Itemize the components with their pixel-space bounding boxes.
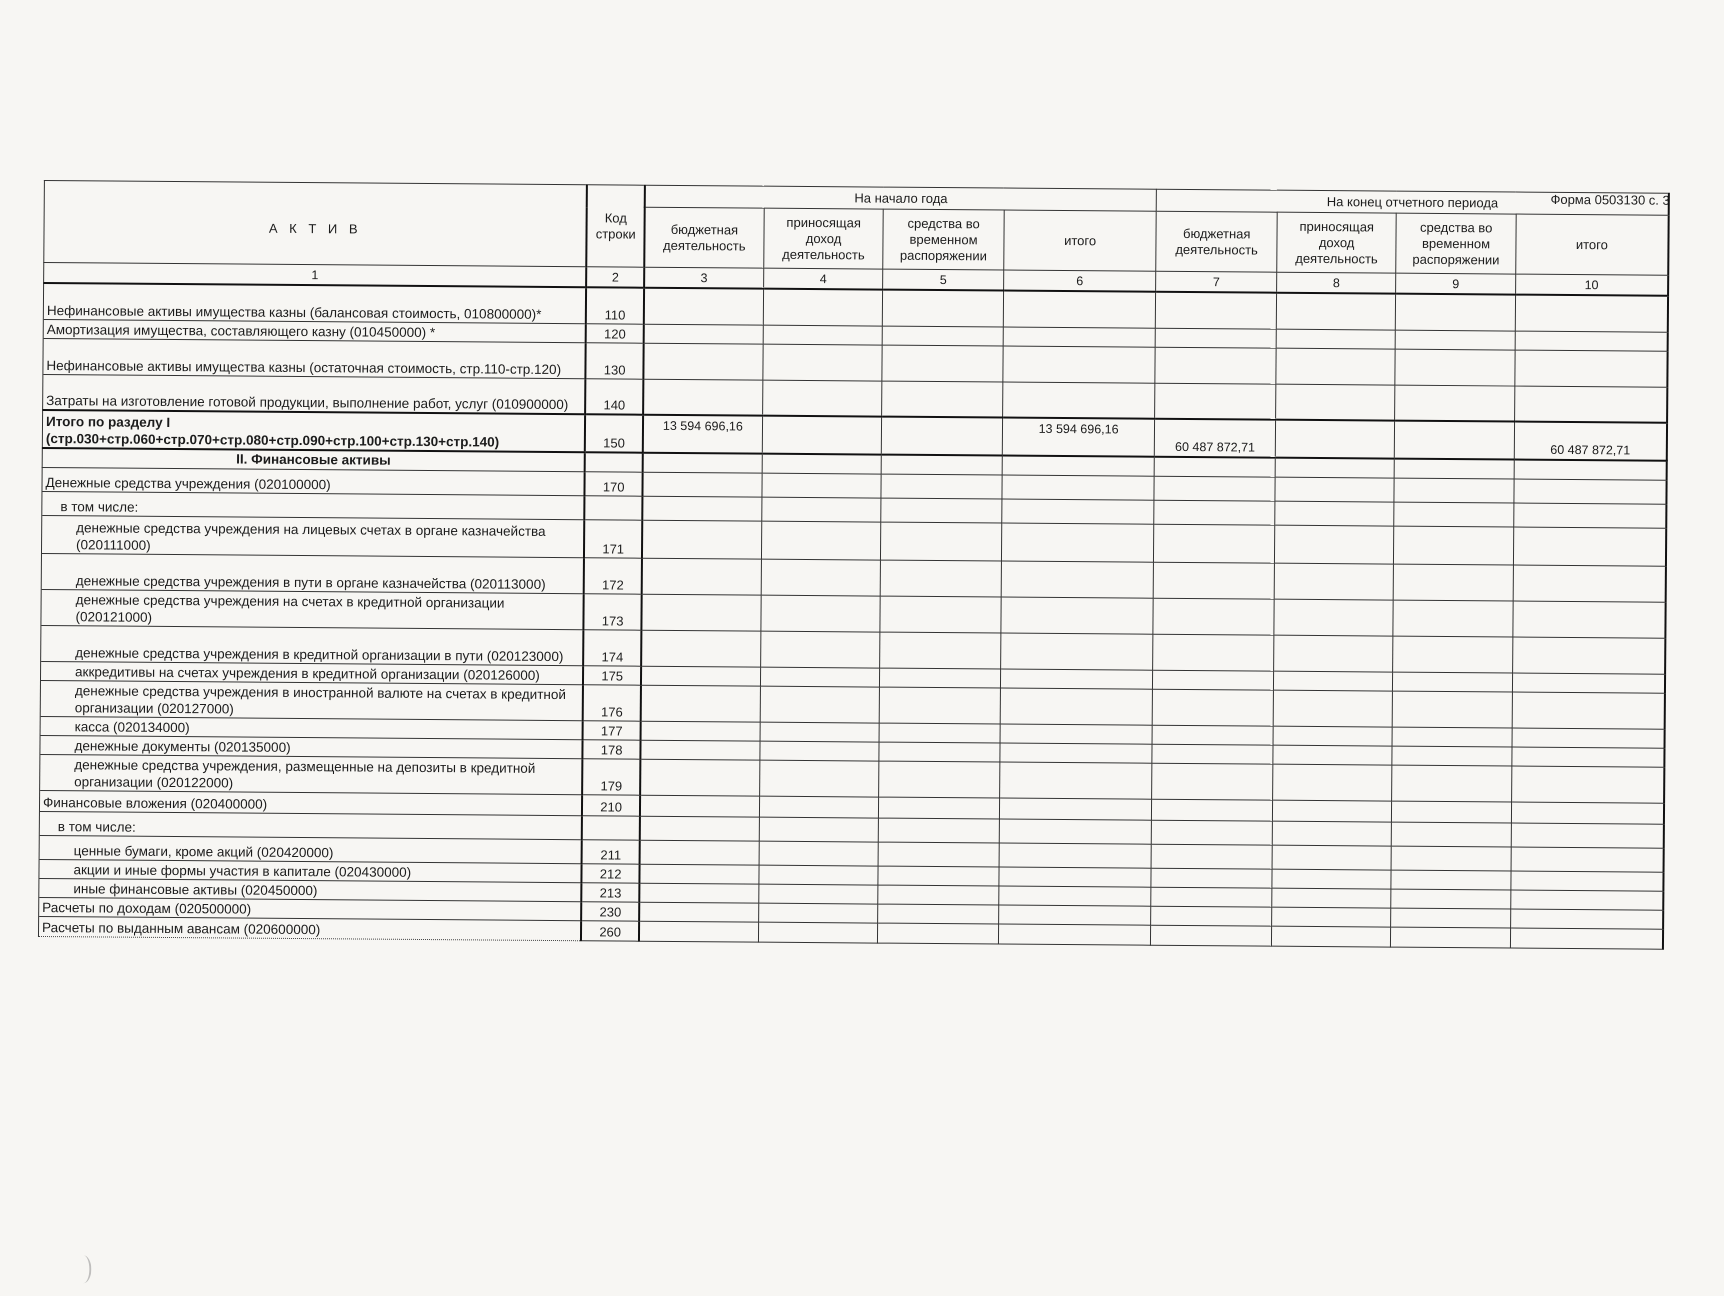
value-cell-col9 <box>1394 502 1514 527</box>
row-label: Амортизация имущества, составляющего казну (010450000) * <box>43 319 586 342</box>
row-code: 110 <box>586 287 644 323</box>
value-cell-col6 <box>1002 382 1155 419</box>
value-cell-col6 <box>1000 724 1153 744</box>
row-label: денежные средства учреждения на лицевых счетах в органе казначейства (020111000) <box>41 515 584 557</box>
balance-sheet-page <box>41 170 1670 940</box>
row-code: 176 <box>583 684 641 720</box>
header-temporary-start: средства во временном распоряжении <box>883 209 1004 270</box>
value-cell-col3 <box>641 666 761 686</box>
value-cell-col6 <box>1003 291 1156 328</box>
row-code <box>585 452 643 471</box>
value-cell-col8 <box>1272 821 1392 846</box>
row-code: 120 <box>586 323 644 342</box>
value-cell-col4 <box>762 473 882 498</box>
value-cell-col10 <box>1511 871 1664 891</box>
row-label: Нефинансовые активы имущества казны (остаточная стоимость, стр.110-стр.120) <box>43 338 586 378</box>
value-cell-col8 <box>1274 525 1394 564</box>
value-cell-col6 <box>999 867 1152 887</box>
value-cell-col10 <box>1511 802 1664 824</box>
value-cell-col9 <box>1393 600 1513 637</box>
col-number: 5 <box>883 269 1004 290</box>
value-cell-col7 <box>1154 562 1275 599</box>
value-cell-col7 <box>1153 598 1274 635</box>
value-cell-col8 <box>1274 635 1394 672</box>
value-cell-col8 <box>1275 458 1395 478</box>
value-cell-col5 <box>878 885 999 905</box>
value-cell-col4 <box>759 841 879 866</box>
value-cell-col4 <box>763 289 883 326</box>
value-cell-col4 <box>760 667 880 687</box>
col-number: 3 <box>644 267 764 288</box>
header-income-end: приносящая доход деятельность <box>1277 212 1397 273</box>
value-cell-col7 <box>1152 820 1273 845</box>
value-cell-col10 <box>1514 460 1667 480</box>
value-cell-col10 <box>1511 766 1664 803</box>
value-cell-col7 <box>1151 844 1272 869</box>
row-code <box>585 495 643 519</box>
value-cell-col6 <box>1001 597 1154 634</box>
value-cell-col6 <box>1002 499 1155 524</box>
value-cell-col5 <box>882 326 1003 346</box>
value-cell-col9 <box>1392 801 1512 823</box>
value-cell-col3 <box>640 816 760 841</box>
value-cell-col10 <box>1515 331 1668 351</box>
value-cell-col5 <box>880 596 1001 633</box>
value-cell-col6 <box>1002 456 1155 476</box>
value-cell-col8 <box>1275 501 1395 526</box>
value-cell-col6 <box>1001 523 1154 562</box>
row-label: Нефинансовые активы имущества казны (балансовая стоимость, 010800000)* <box>43 283 586 323</box>
value-cell-col3 <box>640 840 760 865</box>
value-cell-col5 <box>879 723 1000 743</box>
value-cell-col7 <box>1154 476 1275 501</box>
value-cell-col9 <box>1395 349 1515 386</box>
row-label: Расчеты по доходам (020500000) <box>39 897 582 920</box>
value-cell-col6 <box>999 843 1152 868</box>
row-code: 171 <box>584 519 642 557</box>
value-cell-col4 <box>762 454 882 474</box>
value-cell-col7 <box>1151 906 1272 926</box>
value-cell-col10 <box>1515 350 1668 387</box>
value-cell-col8 <box>1274 599 1394 636</box>
header-income-start: приносящая доход деятельность <box>764 208 884 269</box>
value-cell-col10 <box>1510 909 1663 929</box>
value-cell-col4 <box>760 631 880 668</box>
value-cell-col4 <box>760 722 880 742</box>
value-cell-col9 <box>1391 846 1511 871</box>
header-total-end: итого <box>1516 214 1669 275</box>
value-cell-col8 <box>1272 888 1392 908</box>
value-cell-col8 <box>1275 420 1395 459</box>
value-cell-col6 <box>1002 475 1155 500</box>
row-code: 173 <box>584 593 642 629</box>
form-code: Форма 0503130 с. 3 <box>1550 191 1670 208</box>
header-activ: А К Т И В <box>44 181 588 267</box>
value-cell-col10 <box>1512 747 1665 767</box>
value-cell-col5 <box>881 474 1002 499</box>
value-cell-col4 <box>762 416 882 455</box>
value-cell-col5 <box>882 417 1003 456</box>
value-cell-col5 <box>879 797 1000 819</box>
value-cell-col7 <box>1153 689 1274 726</box>
col-number: 9 <box>1396 273 1516 294</box>
value-cell-col7 <box>1152 799 1273 821</box>
value-cell-col3 <box>642 520 762 559</box>
value-cell-col10: 60 487 872,71 <box>1514 422 1667 461</box>
value-cell-col10 <box>1512 673 1665 693</box>
value-cell-col9 <box>1396 330 1516 350</box>
value-cell-col3 <box>640 740 760 760</box>
value-cell-col9 <box>1392 765 1512 802</box>
header-end-of-period: На конец отчетного периода <box>1157 189 1669 215</box>
value-cell-col10 <box>1512 637 1665 674</box>
row-code: 213 <box>582 882 640 901</box>
value-cell-col4 <box>762 497 882 522</box>
value-cell-col9 <box>1391 870 1511 890</box>
row-code: 130 <box>586 342 644 378</box>
value-cell-col5 <box>879 818 1000 843</box>
value-cell-col3 <box>639 921 759 942</box>
value-cell-col7 <box>1151 925 1272 946</box>
value-cell-col5 <box>882 381 1003 418</box>
value-cell-col7 <box>1152 744 1273 764</box>
row-code: 230 <box>582 901 640 920</box>
value-cell-col3 <box>642 472 762 497</box>
value-cell-col5 <box>879 761 1000 798</box>
value-cell-col5 <box>880 668 1001 688</box>
value-cell-col4 <box>758 903 878 923</box>
value-cell-col3 <box>643 379 763 416</box>
value-cell-col5 <box>880 560 1001 597</box>
value-cell-col3 <box>639 864 759 884</box>
value-cell-col10 <box>1513 527 1666 566</box>
value-cell-col6 <box>999 886 1152 906</box>
value-cell-col7 <box>1155 347 1276 384</box>
value-cell-col5 <box>878 923 999 944</box>
value-cell-col6 <box>1003 346 1156 383</box>
value-cell-col7 <box>1151 868 1272 888</box>
value-cell-col7 <box>1154 524 1275 563</box>
value-cell-col10 <box>1511 823 1664 848</box>
value-cell-col8 <box>1276 384 1396 421</box>
value-cell-col9 <box>1393 691 1513 728</box>
value-cell-col10 <box>1514 479 1667 504</box>
row-label: в том числе: <box>42 491 585 519</box>
value-cell-col10 <box>1513 601 1666 638</box>
value-cell-col3 <box>642 558 762 595</box>
value-cell-col4 <box>763 344 883 381</box>
row-label: денежные средства учреждения, размещенные на депозиты в кредитной организации (020122000) <box>40 754 583 794</box>
value-cell-col10 <box>1511 890 1664 910</box>
value-cell-col8 <box>1273 690 1393 727</box>
value-cell-col9 <box>1395 385 1515 422</box>
row-label: Денежные средства учреждения (020100000) <box>42 467 585 495</box>
value-cell-col9 <box>1395 459 1515 479</box>
col-number: 6 <box>1003 270 1156 292</box>
value-cell-col8 <box>1271 926 1391 947</box>
value-cell-col9 <box>1392 746 1512 766</box>
value-cell-col4 <box>763 325 883 345</box>
value-cell-col3 <box>641 630 761 667</box>
value-cell-col8 <box>1273 726 1393 746</box>
value-cell-col4 <box>761 521 881 560</box>
col-number: 10 <box>1515 274 1668 296</box>
value-cell-col5 <box>880 632 1001 669</box>
value-cell-col7 <box>1152 763 1273 800</box>
section-title: II. Финансовые активы <box>42 448 585 471</box>
row-label: ценные бумаги, кроме акций (020420000) <box>39 835 582 863</box>
value-cell-col4 <box>759 760 879 797</box>
value-cell-col7 <box>1153 634 1274 671</box>
value-cell-col5 <box>878 866 999 886</box>
header-start-of-year: На начало года <box>645 185 1157 211</box>
scan-mark <box>75 1255 91 1283</box>
value-cell-col5 <box>881 522 1002 561</box>
value-cell-col4 <box>759 884 879 904</box>
value-cell-col9 <box>1391 927 1511 948</box>
row-label: аккредитивы на счетах учреждения в кредитной организации (020126000) <box>40 661 583 684</box>
value-cell-col5 <box>879 742 1000 762</box>
value-cell-col7 <box>1153 670 1274 690</box>
value-cell-col8 <box>1276 329 1396 349</box>
value-cell-col7: 60 487 872,71 <box>1155 419 1276 458</box>
value-cell-col4 <box>759 817 879 842</box>
value-cell-col3 <box>643 343 763 380</box>
value-cell-col9 <box>1391 908 1511 928</box>
value-cell-col4 <box>760 741 880 761</box>
value-cell-col10 <box>1514 503 1667 528</box>
header-temporary-end: средства во временном распоряжении <box>1396 213 1516 274</box>
value-cell-col6 <box>999 798 1152 820</box>
value-cell-col6 <box>998 924 1151 945</box>
value-cell-col8 <box>1273 745 1393 765</box>
value-cell-col4 <box>761 595 881 632</box>
value-cell-col3 <box>639 902 759 922</box>
value-cell-col3 <box>644 288 764 325</box>
value-cell-col6 <box>1000 669 1153 689</box>
value-cell-col3 <box>640 759 760 796</box>
row-label: Затраты на изготовление готовой продукции, выполнение работ, услуг (010900000) <box>43 374 586 414</box>
col-number: 1 <box>44 263 587 288</box>
value-cell-col5 <box>883 290 1004 327</box>
row-label: Расчеты по выданным авансам (020600000) <box>38 916 581 940</box>
col-number: 4 <box>763 268 883 289</box>
value-cell-col4 <box>760 686 880 723</box>
value-cell-col10 <box>1513 565 1666 602</box>
header-budget-end: бюджетная деятельность <box>1156 211 1277 272</box>
value-cell-col8 <box>1276 348 1396 385</box>
value-cell-col4 <box>758 922 878 943</box>
row-label: денежные средства учреждения в иностранной валюте на счетах в кредитной организации (020127000) <box>40 680 583 720</box>
value-cell-col6 <box>998 905 1151 925</box>
value-cell-col8 <box>1272 869 1392 889</box>
header-budget-start: бюджетная деятельность <box>644 207 764 268</box>
col-number: 2 <box>587 267 645 288</box>
row-code: 170 <box>585 471 643 495</box>
value-cell-col9 <box>1395 421 1515 460</box>
row-code: 175 <box>583 665 641 684</box>
value-cell-col5 <box>878 904 999 924</box>
row-code: 260 <box>581 920 639 940</box>
value-cell-col5 <box>878 842 999 867</box>
balance-table <box>38 180 1670 949</box>
row-label: Итого по разделу I (стр.030+стр.060+стр.070+стр.080+стр.090+стр.100+стр.130+стр.140) <box>42 410 585 452</box>
value-cell-col10 <box>1510 928 1663 949</box>
value-cell-col7 <box>1155 383 1276 420</box>
row-code <box>582 815 640 839</box>
value-cell-col9 <box>1393 636 1513 673</box>
value-cell-col10 <box>1511 847 1664 872</box>
col-number: 8 <box>1277 272 1397 293</box>
value-cell-col10 <box>1515 295 1668 332</box>
value-cell-col8 <box>1272 907 1392 927</box>
row-code: 211 <box>582 839 640 863</box>
value-cell-col4 <box>759 796 879 818</box>
value-cell-col3: 13 594 696,16 <box>643 415 763 454</box>
header-total-start: итого <box>1004 210 1157 271</box>
row-label: акции и иные формы участия в капитале (020430000) <box>39 859 582 882</box>
value-cell-col9 <box>1393 672 1513 692</box>
value-cell-col7 <box>1152 725 1273 745</box>
value-cell-col9 <box>1391 889 1511 909</box>
value-cell-col10 <box>1512 728 1665 748</box>
value-cell-col9 <box>1396 294 1516 331</box>
value-cell-col5 <box>882 345 1003 382</box>
value-cell-col8 <box>1276 293 1396 330</box>
value-cell-col4 <box>759 865 879 885</box>
row-label: денежные средства учреждения в пути в органе казначейства (020113000) <box>41 553 584 593</box>
value-cell-col5 <box>879 687 1000 724</box>
value-cell-col3 <box>639 883 759 903</box>
row-code: 212 <box>582 863 640 882</box>
value-cell-col10 <box>1514 386 1667 423</box>
value-cell-col6 <box>1000 743 1153 763</box>
row-label: денежные документы (020135000) <box>40 735 583 758</box>
value-cell-col3 <box>640 795 760 817</box>
row-code: 179 <box>583 758 641 794</box>
value-cell-col6 <box>1000 688 1153 725</box>
value-cell-col6 <box>1003 327 1156 347</box>
row-label: в том числе: <box>39 811 582 839</box>
value-cell-col9 <box>1392 822 1512 847</box>
row-code: 172 <box>584 557 642 593</box>
value-cell-col9 <box>1394 478 1514 503</box>
row-code: 210 <box>582 794 640 815</box>
value-cell-col8 <box>1273 671 1393 691</box>
value-cell-col3 <box>644 324 764 344</box>
row-code: 178 <box>583 739 641 758</box>
value-cell-col6 <box>999 762 1152 799</box>
value-cell-col7 <box>1156 328 1277 348</box>
value-cell-col4 <box>761 559 881 596</box>
header-code: Код строки <box>587 185 645 267</box>
value-cell-col3 <box>641 685 761 722</box>
row-label: денежные средства учреждения в кредитной организации в пути (020123000) <box>41 625 584 665</box>
value-cell-col7 <box>1151 887 1272 907</box>
table-body <box>38 283 1668 949</box>
value-cell-col5 <box>881 498 1002 523</box>
row-code: 140 <box>586 378 644 414</box>
value-cell-col7 <box>1154 500 1275 525</box>
value-cell-col4 <box>762 380 882 417</box>
row-code: 177 <box>583 720 641 739</box>
value-cell-col9 <box>1394 526 1514 565</box>
col-number: 7 <box>1156 271 1277 292</box>
row-label: денежные средства учреждения на счетах в кредитной организации (020121000) <box>41 589 584 629</box>
value-cell-col6 <box>1001 561 1154 598</box>
row-label: Финансовые вложения (020400000) <box>39 790 582 815</box>
value-cell-col3 <box>640 721 760 741</box>
value-cell-col6: 13 594 696,16 <box>1002 418 1155 457</box>
value-cell-col8 <box>1274 563 1394 600</box>
value-cell-col7 <box>1156 292 1277 329</box>
row-code: 150 <box>585 414 643 452</box>
value-cell-col8 <box>1272 845 1392 870</box>
value-cell-col3 <box>643 453 763 473</box>
value-cell-col7 <box>1155 457 1276 477</box>
row-label: иные финансовые активы (020450000) <box>39 878 582 901</box>
value-cell-col9 <box>1394 564 1514 601</box>
value-cell-col3 <box>642 496 762 521</box>
value-cell-col8 <box>1273 764 1393 801</box>
value-cell-col5 <box>881 455 1002 475</box>
value-cell-col6 <box>999 819 1152 844</box>
row-code: 174 <box>584 629 642 665</box>
value-cell-col6 <box>1000 633 1153 670</box>
value-cell-col8 <box>1272 800 1392 822</box>
value-cell-col3 <box>641 594 761 631</box>
row-label: касса (020134000) <box>40 716 583 739</box>
value-cell-col9 <box>1392 727 1512 747</box>
value-cell-col8 <box>1275 477 1395 502</box>
value-cell-col10 <box>1512 692 1665 729</box>
